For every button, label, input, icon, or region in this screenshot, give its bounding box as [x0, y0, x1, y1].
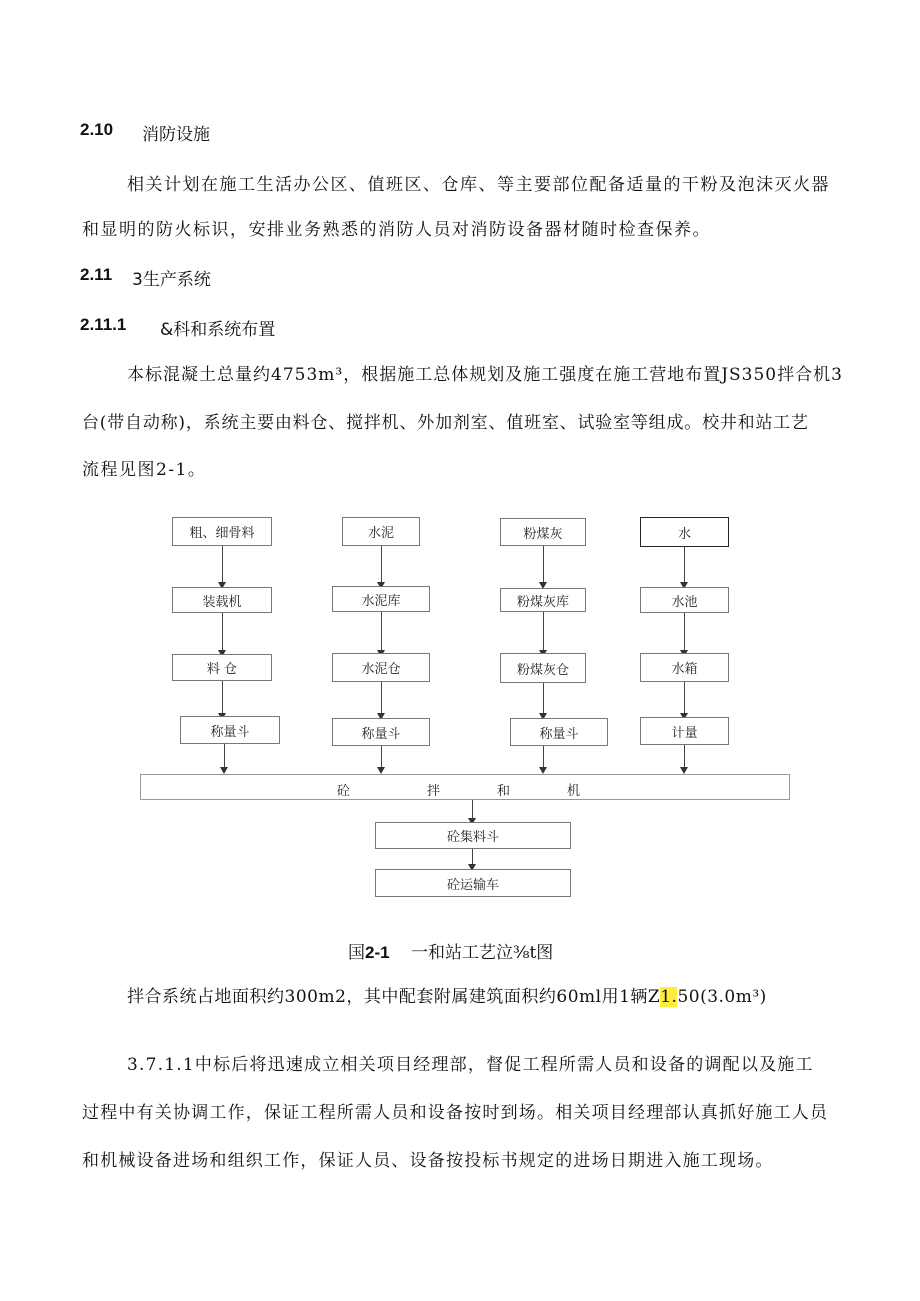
highlighted-text: 1. — [660, 987, 678, 1007]
paragraph-line: 相关计划在施工生活办公区、值班区、仓库、等主要部位配备适量的干粉及泡沫灭火器 — [127, 175, 830, 195]
flow-step: 粉煤灰 — [500, 518, 586, 546]
flow-step: 装载机 — [172, 587, 272, 613]
mixer-char: 拌 — [427, 784, 441, 799]
paragraph-line: 过程中有关协调工作，保证工程所需人员和设备按时到场。相关项目经理部认真抓好施工人员 — [82, 1103, 829, 1123]
flow-step: 粉煤灰仓 — [500, 653, 586, 683]
flow-step: 粗、细骨料 — [172, 517, 272, 546]
section-number: 2.10 — [80, 120, 114, 139]
paragraph-line: 和显明的防火标识，安排业务熟悉的消防人员对消防设备器材随时检查保养。 — [82, 220, 711, 240]
mixer-char: 砼 — [337, 784, 351, 799]
flow-step: 砼运输车 — [375, 869, 571, 897]
flow-step: 计量 — [640, 717, 729, 745]
paragraph-line: 本标混凝土总量约4753m³，根据施工总体规划及施工强度在施工营地布置JS350拌合机3 — [127, 365, 843, 385]
flow-step: 称量斗 — [332, 718, 430, 746]
flow-step: 粉煤灰库 — [500, 588, 586, 612]
section-number: 2.11 — [80, 265, 113, 284]
flow-step: 水箱 — [640, 653, 729, 682]
flow-step: 称量斗 — [510, 718, 608, 746]
section-title: 消防设施 — [142, 125, 210, 145]
flow-step-mixer — [140, 774, 790, 800]
caption-prefix: 国 — [348, 943, 365, 963]
mixer-char: 和 — [497, 784, 511, 799]
figure-caption — [348, 938, 553, 963]
area-text-end: 50(3.0m³) — [677, 987, 767, 1007]
section-title: &科和系统布置 — [160, 320, 276, 340]
caption-text: 一和站工艺泣⅜t图 — [410, 943, 554, 963]
area-text: 拌合系统占地面积约300m2，其中配套附属建筑面积约60ml用1辆Z — [127, 987, 661, 1007]
flow-step: 砼集料斗 — [375, 822, 571, 849]
flow-step: 水泥库 — [332, 586, 430, 612]
flow-step: 称量斗 — [180, 716, 280, 744]
flow-step: 料 仓 — [172, 654, 272, 681]
flow-step: 水 — [640, 517, 729, 547]
flow-step: 水泥仓 — [332, 653, 430, 682]
paragraph-line: 台(带自动称)，系统主要由料仓、搅拌机、外加剂室、值班室、试验室等组成。校井和站工艺 — [82, 413, 809, 433]
flow-step: 水池 — [640, 587, 729, 613]
flow-step: 水泥 — [342, 517, 420, 546]
mixer-char: 机 — [567, 784, 581, 799]
paragraph-line: 3.7.1.1中标后将迅速成立相关项目经理部，督促工程所需人员和设备的调配以及施工 — [127, 1055, 814, 1075]
paragraph-line: 和机械设备进场和组织工作，保证人员、设备按投标书规定的进场日期进入施工现场。 — [82, 1151, 774, 1171]
paragraph-line: 流程见图2-1。 — [82, 460, 207, 480]
caption-number: 2-1 — [365, 943, 390, 962]
section-number: 2.11.1 — [80, 315, 127, 334]
section-title: 3生产系统 — [132, 270, 211, 290]
paragraph-line — [127, 982, 767, 1007]
